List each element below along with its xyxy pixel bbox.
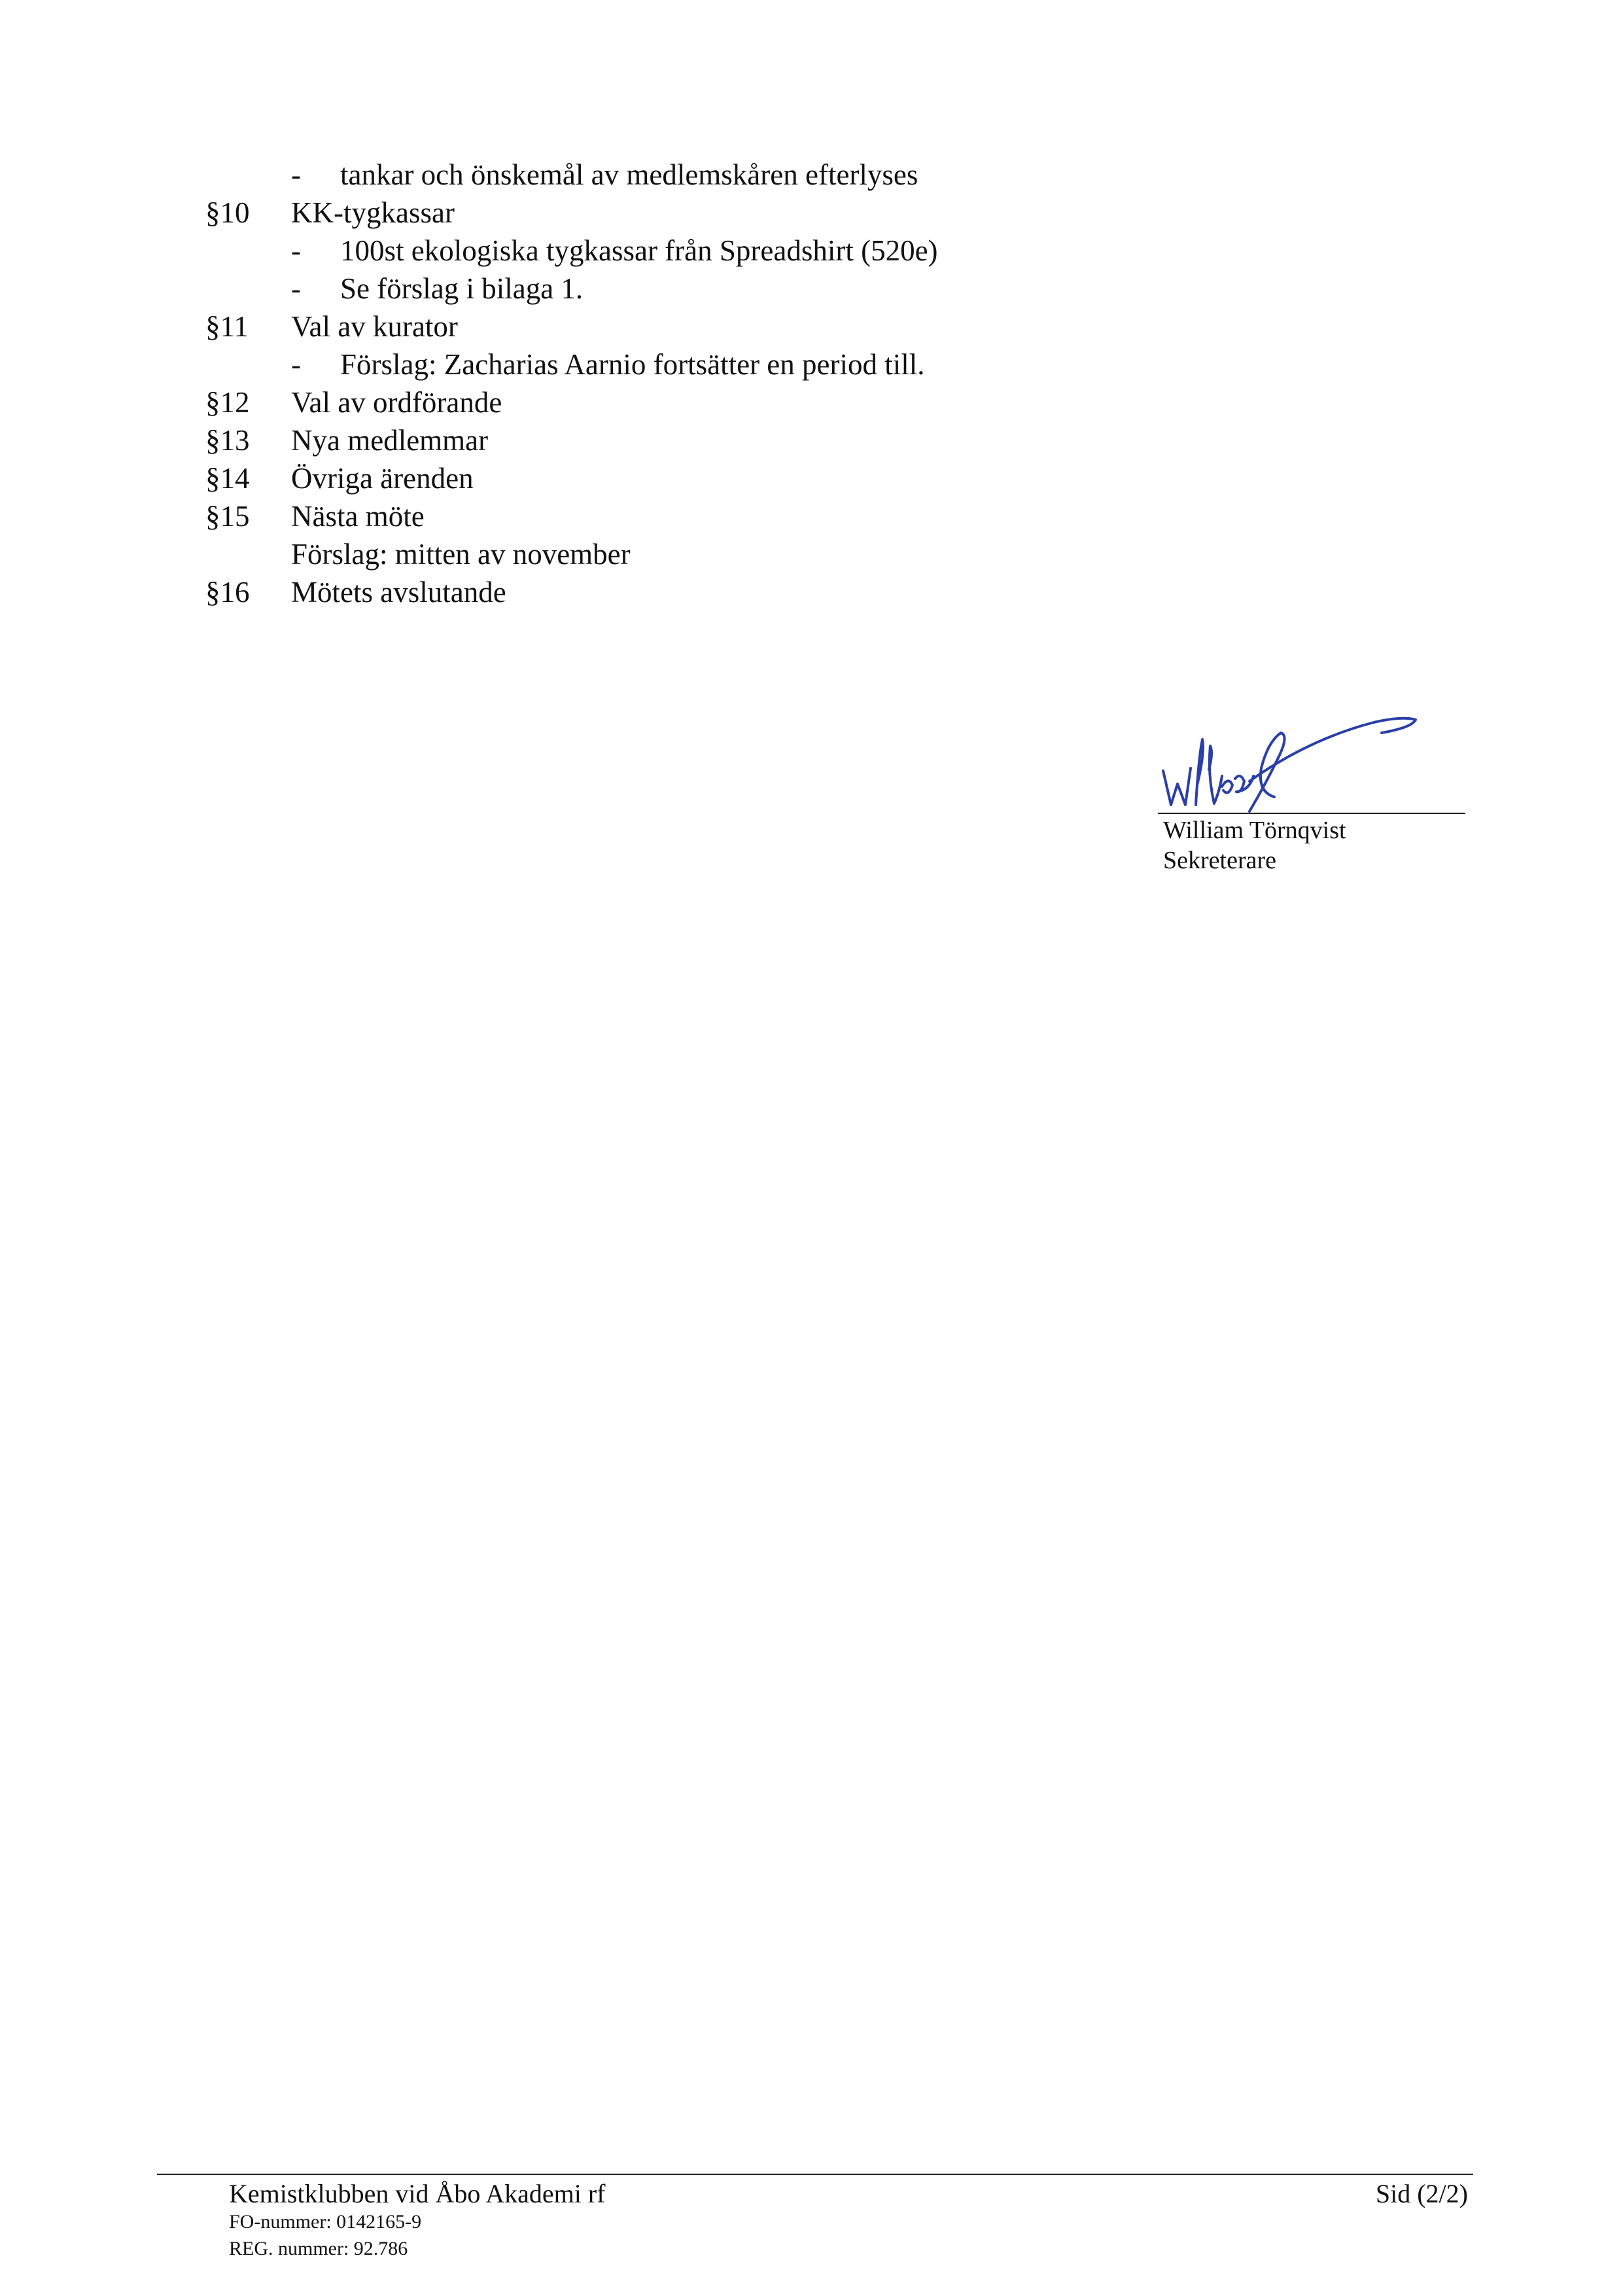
section-title: Övriga ärenden <box>291 462 474 495</box>
section-title: KK-tygkassar <box>291 196 455 229</box>
signatory-role: Sekreterare <box>1163 847 1276 874</box>
section-title: Mötets avslutande <box>291 576 506 609</box>
section-title: Nya medlemmar <box>291 424 489 457</box>
bullet-dash: - <box>291 234 301 267</box>
section-number: §15 <box>205 500 250 533</box>
footer-reg-number: REG. nummer: 92.786 <box>229 2238 408 2259</box>
bullet-dash: - <box>291 272 301 305</box>
page-number: Sid (2/2) <box>1375 2179 1468 2208</box>
agenda-subitem-text: Se förslag i bilaga 1. <box>340 272 584 305</box>
section-title: Val av kurator <box>291 310 458 343</box>
signature-block <box>1151 713 1478 877</box>
section-number: §12 <box>205 386 250 419</box>
agenda-subitem-text: tankar och önskemål av medlemskåren efterlyses <box>340 158 918 191</box>
section-number: §16 <box>205 576 250 609</box>
agenda-subitem-text: Förslag: Zacharias Aarnio fortsätter en period till. <box>340 348 925 381</box>
signature-line <box>1158 813 1465 814</box>
footer-organization: Kemistklubben vid Åbo Akademi rf <box>229 2179 606 2208</box>
signatory-name: William Törnqvist <box>1163 817 1346 844</box>
bullet-dash: - <box>291 158 301 191</box>
footer-divider <box>157 2174 1473 2175</box>
section-number: §10 <box>205 196 250 229</box>
signature-scribble <box>1151 713 1478 824</box>
section-number: §13 <box>205 424 250 457</box>
bullet-dash: - <box>291 348 301 381</box>
section-number: §11 <box>205 310 249 343</box>
agenda-subitem-text: 100st ekologiska tygkassar från Spreadshirt (520e) <box>340 234 938 267</box>
section-title: Nästa möte <box>291 500 425 533</box>
footer-fo-number: FO-nummer: 0142165-9 <box>229 2211 422 2233</box>
section-title: Val av ordförande <box>291 386 502 419</box>
section-number: §14 <box>205 462 250 495</box>
agenda-note-text: Förslag: mitten av november <box>291 538 631 571</box>
